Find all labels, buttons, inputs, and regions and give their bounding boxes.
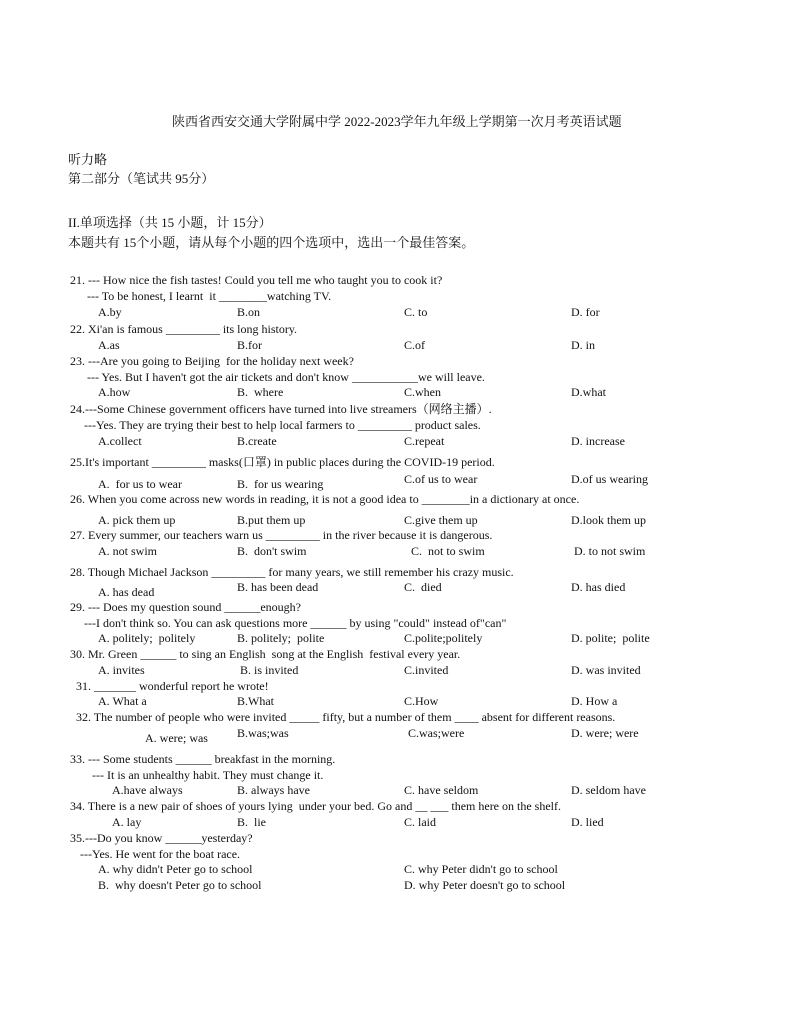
option-b: B. is invited [240,663,299,677]
option-c: C.invited [404,663,449,677]
question-stem: 23. ---Are you going to Beijing for the holiday next week? [70,354,354,368]
option-b: B. politely; polite [237,631,325,645]
question-stem: --- Yes. But I haven't got the air tickets and don't know ___________we will leave. [87,370,485,384]
option-d: D.of us wearing [571,472,648,486]
option-a: A. lay [112,815,142,829]
question-stem: 35.---Do you know ______yesterday? [70,831,253,845]
option-b: B. where [237,385,284,399]
page-title: 陕西省西安交通大学附属中学 2022-2023学年九年级上学期第一次月考英语试题 [172,114,622,129]
question-stem: 22. Xi'an is famous _________ its long history. [70,322,298,336]
option-b: B. always have [237,783,310,797]
option-d: D. seldom have [571,783,646,797]
option-a: A. pick them up [98,513,176,527]
question-stem: ---Yes. They are trying their best to help local farmers to _________ product sales. [84,418,481,432]
option-d: D. increase [571,434,625,448]
option-b: B.for [237,338,262,352]
option-c: C.How [404,694,439,708]
option-a: A. were; was [145,731,208,745]
option-c: C.polite;politely [404,631,483,645]
section-instruction: 本题共有 15个小题，请从每个小题的四个选项中，选出一个最佳答案。 [68,235,475,250]
question-stem: 28. Though Michael Jackson _________ for many years, we still remember his crazy music. [70,565,514,579]
question-stem: 31. _______ wonderful report he wrote! [76,679,269,693]
option-b: B. lie [237,815,266,829]
question-stem: ---I don't think so. You can ask questions more ______ by using "could" instead of"can" [84,616,507,630]
option-a: A.collect [98,434,142,448]
section-heading: II.单项选择（共 15 小题，计 15分） [68,215,272,230]
question-stem: 30. Mr. Green ______ to sing an English song at the English festival every year. [70,647,461,661]
question-stem: 33. --- Some students ______ breakfast in the morning. [70,752,336,766]
option-a: A.by [98,305,122,319]
option-a: A.have always [112,783,183,797]
option-c: C. to [404,305,428,319]
option-d: D.look them up [571,513,646,527]
option-c: C. why Peter didn't go to school [404,862,558,876]
option-c: C. died [404,580,442,594]
option-c: C.of us to wear [404,472,478,486]
option-d: D. was invited [571,663,641,677]
question-stem: ---Yes. He went for the boat race. [80,847,241,861]
option-d: D.what [571,385,606,399]
option-d: D. lied [571,815,604,829]
option-c: C.was;were [408,726,465,740]
option-b: B. has been dead [237,580,319,594]
listening-note: 听力略 [68,152,108,167]
option-c: C. laid [404,815,436,829]
option-a: A. for us to wear [98,477,182,491]
option-c: C. not to swim [411,544,485,558]
option-a: A.how [98,385,131,399]
option-b: B. don't swim [237,544,307,558]
option-a: A. why didn't Peter go to school [98,862,253,876]
question-stem: 34. There is a new pair of shoes of yours lying under your bed. Go and __ ___ them here on the shelf. [70,799,561,813]
option-d: D. why Peter doesn't go to school [404,878,566,892]
question-stem: --- To be honest, I learnt it ________watching TV. [87,289,332,303]
option-d: D. has died [571,580,626,594]
option-a: A. has dead [98,585,155,599]
option-c: C.when [404,385,441,399]
question-stem: 21. --- How nice the fish tastes! Could you tell me who taught you to cook it? [70,273,443,287]
option-b: B.What [237,694,274,708]
option-b: B.on [237,305,261,319]
option-d: D. How a [571,694,618,708]
question-stem: --- It is an unhealthy habit. They must change it. [92,768,324,782]
question-stem: 24.---Some Chinese government officers have turned into live streamers（网络主播）. [70,402,492,416]
option-d: D. for [571,305,600,319]
question-stem: 27. Every summer, our teachers warn us _________ in the river because it is dangerous. [70,528,493,542]
option-a: A.as [98,338,120,352]
option-b: B.was;was [237,726,289,740]
option-d: D. to not swim [574,544,646,558]
option-c: C.give them up [404,513,478,527]
option-d: D. polite; polite [571,631,650,645]
option-d: D. in [571,338,595,352]
option-b: B. for us wearing [237,477,324,491]
question-stem: 32. The number of people who were invited _____ fifty, but a number of them ____ absent for different reasons. [76,710,616,724]
option-a: A. invites [98,663,145,677]
option-d: D. were; were [571,726,639,740]
question-stem: 26. When you come across new words in reading, it is not a good idea to ________in a dictionary at once. [70,492,580,506]
option-b: B. why doesn't Peter go to school [98,878,262,892]
part-heading: 第二部分（笔试共 95分） [68,171,215,186]
question-stem: 25.It's important _________ masks(口罩) in public places during the COVID-19 period. [70,455,495,469]
option-c: C.repeat [404,434,445,448]
option-b: B.create [237,434,277,448]
option-a: A. not swim [98,544,158,558]
option-b: B.put them up [237,513,306,527]
option-c: C. have seldom [404,783,479,797]
question-stem: 29. --- Does my question sound ______enough? [70,600,301,614]
option-a: A. politely; politely [98,631,196,645]
option-c: C.of [404,338,425,352]
option-a: A. What a [98,694,147,708]
